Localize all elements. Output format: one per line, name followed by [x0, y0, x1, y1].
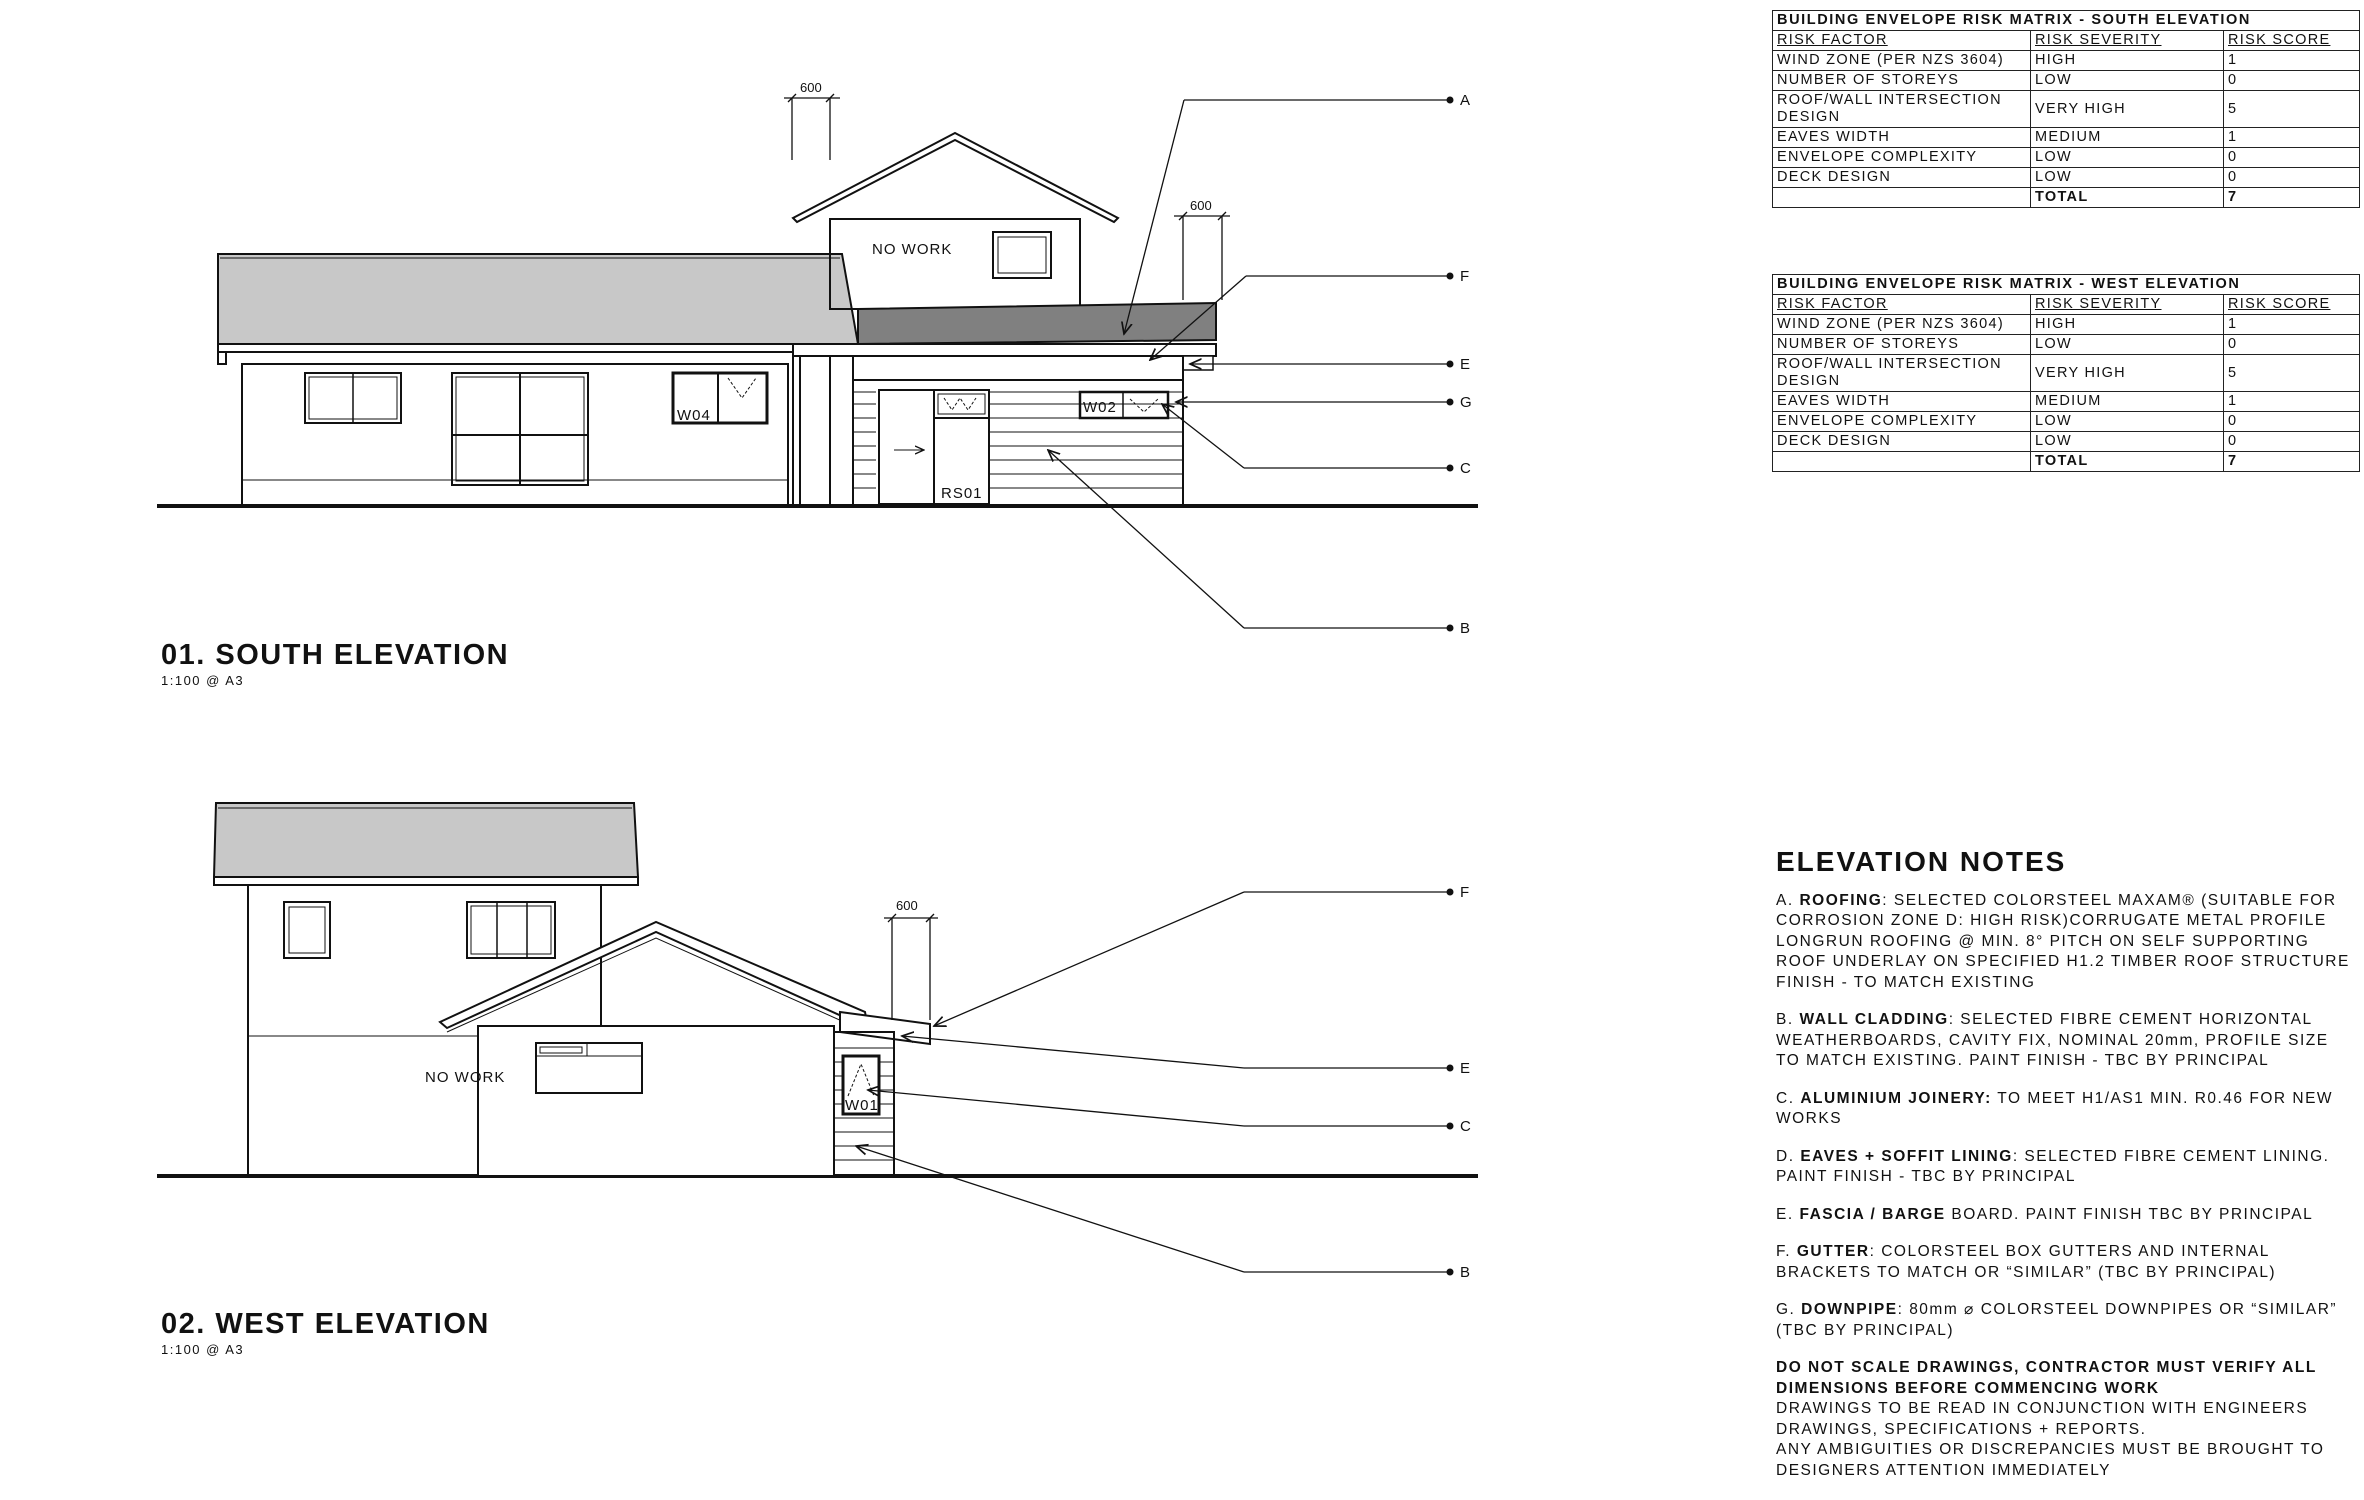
risk-severity: HIGH	[2031, 315, 2224, 335]
total-label: TOTAL	[2031, 452, 2224, 472]
risk-factor: WIND ZONE (PER NZS 3604)	[1773, 315, 2031, 335]
window-w01-label: W01	[845, 1097, 879, 1114]
west-callout-f: F	[1460, 884, 1470, 901]
south-upper-gable	[793, 133, 1118, 222]
elevation-notes-heading: ELEVATION NOTES	[1776, 846, 2067, 877]
risk-severity: MEDIUM	[2031, 392, 2224, 412]
total-score: 7	[2224, 188, 2360, 208]
south-callout-b: B	[1460, 620, 1471, 637]
risk-score: 0	[2224, 432, 2360, 452]
south-callout-g: G	[1460, 394, 1472, 411]
south-main-roof	[218, 254, 858, 344]
conjunction-note: DRAWINGS TO BE READ IN CONJUNCTION WITH ENGINEERS DRAWINGS, SPECIFICATIONS + REPORTS.	[1776, 1400, 2309, 1438]
south-elevation-title: 01. SOUTH ELEVATION	[161, 639, 510, 671]
table-row	[1773, 71, 2360, 91]
risk-severity: LOW	[2031, 432, 2224, 452]
risk-severity: LOW	[2031, 335, 2224, 355]
note-key: ALUMINIUM JOINERY:	[1800, 1089, 1992, 1107]
note-fascia-barge	[1776, 1205, 2356, 1226]
west-elevation-drawing	[157, 803, 1478, 1276]
note-prefix: E.	[1776, 1205, 1800, 1223]
west-callout-b: B	[1460, 1264, 1471, 1281]
empty-cell	[1773, 188, 2031, 208]
west-elevation-title: 02. WEST ELEVATION	[161, 1308, 490, 1340]
south-dimension-text-2: 600	[1190, 198, 1212, 213]
note-text: : SELECTED COLORSTEEL MAXAM® (SUITABLE FOR CORROSION ZONE D: HIGH RISK)CORRUGATE METAL PROFILE LONGRUN ROOFING @ MIN. 8° PITCH ON SELF SUPPORTING ROOF UNDERLAY ON SPECIFIED H1.2 TIMBER ROOF STRUCTURE FINISH - TO MATCH EXISTING	[1776, 891, 2350, 991]
south-elevation-scale: 1:100 @ A3	[161, 673, 245, 688]
south-callout-a: A	[1460, 92, 1471, 109]
risk-matrix-header: RISK FACTOR	[1773, 31, 2031, 51]
risk-factor: ENVELOPE COMPLEXITY	[1773, 412, 2031, 432]
note-aluminium-joinery	[1776, 1089, 2356, 1130]
note-prefix: A.	[1776, 891, 1800, 909]
west-callout-e: E	[1460, 1060, 1471, 1077]
risk-factor: EAVES WIDTH	[1773, 392, 2031, 412]
risk-matrix-header: RISK SCORE	[2224, 31, 2360, 51]
elevation-notes	[1776, 846, 2356, 1481]
risk-factor: EAVES WIDTH	[1773, 128, 2031, 148]
table-row	[1773, 315, 2360, 335]
window-w04-label: W04	[677, 407, 711, 424]
scale-warning: DO NOT SCALE DRAWINGS, CONTRACTOR MUST VERIFY ALL DIMENSIONS BEFORE COMMENCING WORK	[1776, 1359, 2317, 1397]
risk-matrix-south	[1772, 10, 2360, 208]
risk-severity: HIGH	[2031, 51, 2224, 71]
west-elevation-scale: 1:100 @ A3	[161, 1342, 245, 1357]
south-elevation-drawing	[157, 94, 1478, 632]
risk-matrix-south-title: BUILDING ENVELOPE RISK MATRIX - SOUTH ELEVATION	[1773, 11, 2360, 31]
note-text: : COLORSTEEL BOX GUTTERS AND INTERNAL BRACKETS TO MATCH OR “SIMILAR” (TBC BY PRINCIPAL)	[1776, 1243, 2277, 1281]
risk-severity: MEDIUM	[2031, 128, 2224, 148]
west-no-work-label: NO WORK	[425, 1069, 506, 1086]
table-row	[1773, 51, 2360, 71]
note-prefix: B.	[1776, 1011, 1800, 1028]
note-key: DOWNPIPE	[1801, 1301, 1898, 1318]
south-callout-f: F	[1460, 268, 1470, 285]
table-row	[1773, 355, 2360, 392]
west-upper-roof	[214, 803, 638, 877]
table-row	[1773, 91, 2360, 128]
note-text: : 80mm ⌀ COLORSTEEL DOWNPIPES OR “SIMILAR” (TBC BY PRINCIPAL)	[1776, 1301, 2338, 1339]
note-gutter	[1776, 1242, 2356, 1283]
table-row	[1773, 148, 2360, 168]
note-prefix: G.	[1776, 1301, 1802, 1318]
note-roofing	[1776, 891, 2356, 994]
table-row	[1773, 412, 2360, 432]
table-row	[1773, 432, 2360, 452]
south-callout-c: C	[1460, 460, 1471, 477]
risk-score: 5	[2224, 91, 2360, 128]
risk-severity: LOW	[2031, 412, 2224, 432]
risk-factor: NUMBER OF STOREYS	[1773, 335, 2031, 355]
note-text: TO MEET H1/AS1 MIN. R0.46 FOR NEW WORKS	[1776, 1089, 2334, 1127]
window-w02-label: W02	[1083, 399, 1117, 416]
south-leaders	[1048, 100, 1448, 628]
risk-matrix-west	[1772, 274, 2360, 472]
risk-matrix-west-title: BUILDING ENVELOPE RISK MATRIX - WEST ELEVATION	[1773, 275, 2360, 295]
risk-matrix-header: RISK FACTOR	[1773, 295, 2031, 315]
table-row	[1773, 128, 2360, 148]
south-dimension-600-gutter	[1174, 212, 1230, 300]
empty-cell	[1773, 452, 2031, 472]
west-callout-c: C	[1460, 1118, 1471, 1135]
risk-matrix-header: RISK SEVERITY	[2031, 295, 2224, 315]
risk-score: 0	[2224, 148, 2360, 168]
west-extension-roof	[840, 1012, 930, 1044]
risk-factor: DECK DESIGN	[1773, 432, 2031, 452]
south-no-work-label: NO WORK	[872, 241, 953, 258]
total-label: TOTAL	[2031, 188, 2224, 208]
risk-score: 1	[2224, 315, 2360, 335]
note-key: GUTTER	[1796, 1243, 1870, 1260]
risk-factor: ROOF/WALL INTERSECTION DESIGN	[1773, 355, 2031, 392]
note-prefix: D.	[1776, 1147, 1801, 1165]
note-eaves-soffit	[1776, 1147, 2356, 1188]
south-dimension-text: 600	[800, 80, 822, 95]
risk-factor: ENVELOPE COMPLEXITY	[1773, 148, 2031, 168]
risk-score: 1	[2224, 128, 2360, 148]
risk-factor: DECK DESIGN	[1773, 168, 2031, 188]
risk-factor: NUMBER OF STOREYS	[1773, 71, 2031, 91]
note-key: WALL CLADDING	[1799, 1011, 1949, 1028]
south-callout-e: E	[1460, 356, 1471, 373]
total-score: 7	[2224, 452, 2360, 472]
table-row	[1773, 335, 2360, 355]
west-dimension-600	[884, 914, 938, 1020]
note-downpipe	[1776, 1300, 2356, 1341]
ambiguity-note: ANY AMBIGUITIES OR DISCREPANCIES MUST BE BROUGHT TO DESIGNERS ATTENTION IMMEDIATELY	[1776, 1441, 2325, 1479]
risk-score: 0	[2224, 71, 2360, 91]
note-wall-cladding	[1776, 1010, 2356, 1072]
risk-factor: WIND ZONE (PER NZS 3604)	[1773, 51, 2031, 71]
note-text: : SELECTED FIBRE CEMENT LINING. PAINT FINISH - TBC BY PRINCIPAL	[1776, 1147, 2330, 1185]
table-row	[1773, 168, 2360, 188]
note-text: : SELECTED FIBRE CEMENT HORIZONTAL WEATHERBOARDS, CAVITY FIX, NOMINAL 20mm, PROFILE SIZE TO MATCH EXISTING. PAINT FINISH - TBC BY PRINCIPAL	[1776, 1011, 2329, 1069]
south-extension-roof	[858, 303, 1216, 344]
note-key: ROOFING	[1799, 891, 1883, 909]
door-rs01-label: RS01	[941, 485, 983, 502]
risk-severity: LOW	[2031, 148, 2224, 168]
west-dimension-text: 600	[896, 898, 918, 913]
risk-score: 0	[2224, 335, 2360, 355]
risk-severity: VERY HIGH	[2031, 91, 2224, 128]
risk-score: 0	[2224, 412, 2360, 432]
west-lower-wall	[478, 1026, 834, 1176]
west-leaders	[856, 892, 1448, 1272]
risk-score: 1	[2224, 51, 2360, 71]
table-row-total	[1773, 188, 2360, 208]
note-prefix: F.	[1776, 1243, 1797, 1260]
risk-score: 0	[2224, 168, 2360, 188]
risk-score: 1	[2224, 392, 2360, 412]
table-row	[1773, 392, 2360, 412]
risk-matrix-header: RISK SEVERITY	[2031, 31, 2224, 51]
note-text: BOARD. PAINT FINISH TBC BY PRINCIPAL	[1945, 1205, 2314, 1223]
note-prefix: C.	[1776, 1089, 1801, 1107]
west-lower-gable	[440, 922, 868, 1028]
table-row-total	[1773, 452, 2360, 472]
risk-severity: LOW	[2031, 71, 2224, 91]
note-key: EAVES + SOFFIT LINING	[1800, 1147, 2013, 1165]
south-dimension-600	[784, 94, 840, 160]
risk-matrix-header: RISK SCORE	[2224, 295, 2360, 315]
risk-severity: LOW	[2031, 168, 2224, 188]
note-key: FASCIA / BARGE	[1799, 1205, 1946, 1223]
risk-score: 5	[2224, 355, 2360, 392]
risk-factor: ROOF/WALL INTERSECTION DESIGN	[1773, 91, 2031, 128]
risk-severity: VERY HIGH	[2031, 355, 2224, 392]
